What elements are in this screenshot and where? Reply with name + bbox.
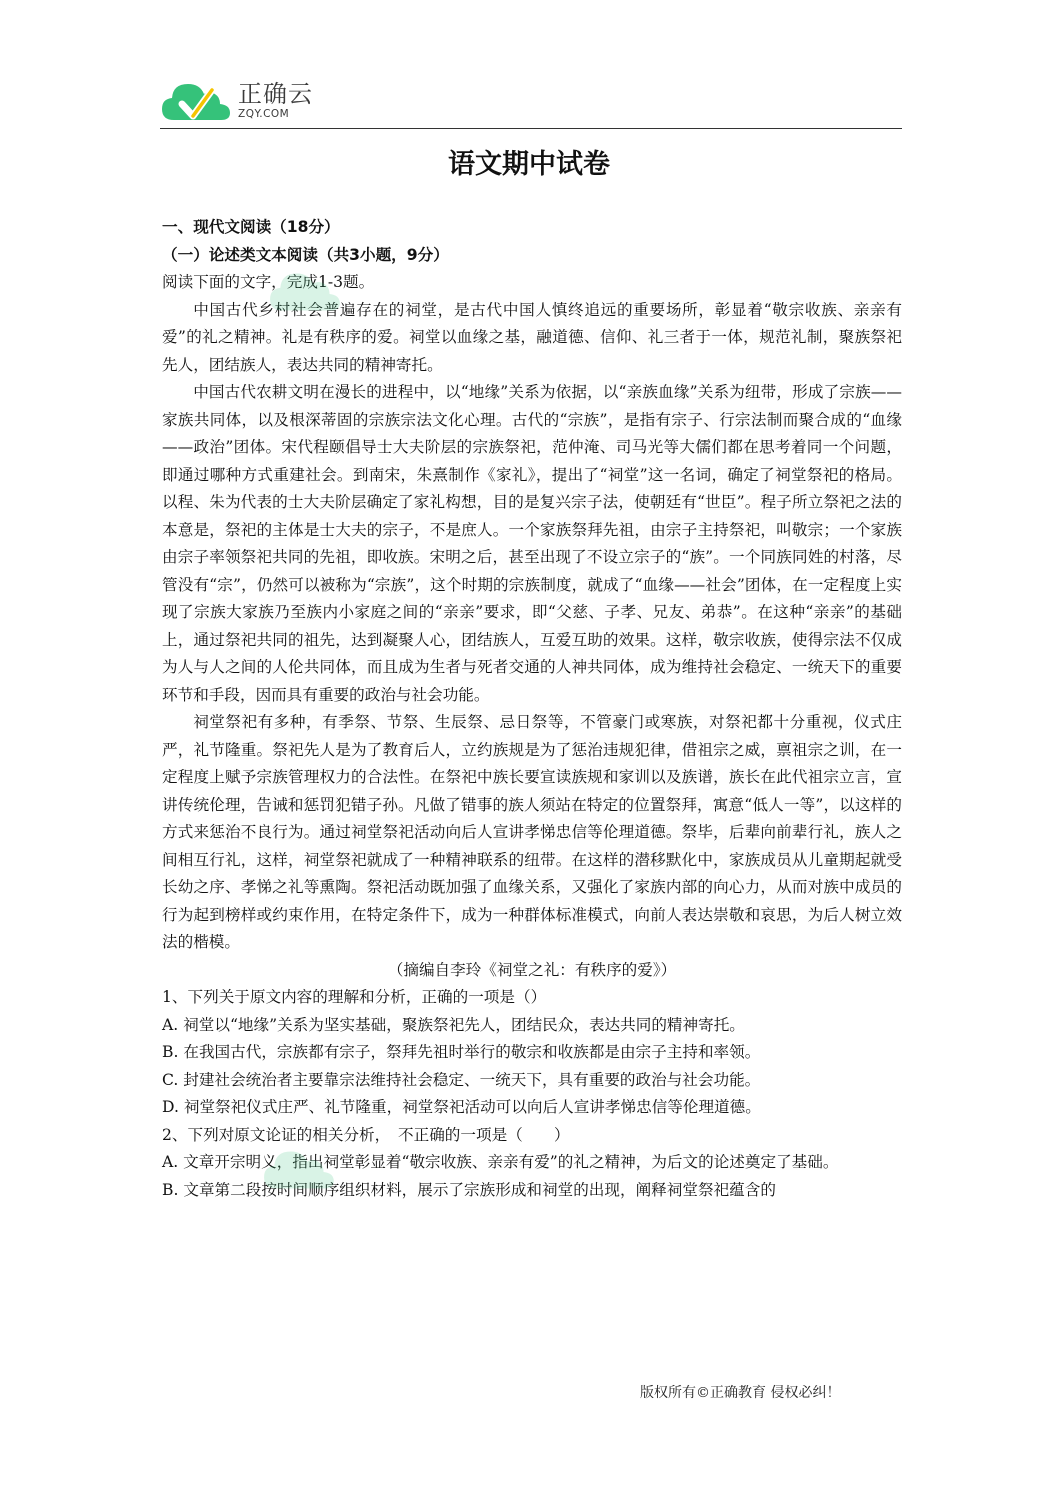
question-stem: 2、下列对原文论证的相关分析， 不正确的一项是（ ） xyxy=(162,1125,570,1144)
question-option: C. 封建社会统治者主要靠宗法维持社会稳定、一统天下，具有重要的政治与社会功能。 xyxy=(162,1070,761,1089)
question-stem: 1、下列关于原文内容的理解和分析，正确的一项是（） xyxy=(162,988,547,1006)
section-heading: 一、现代文阅读（18分） xyxy=(162,218,340,236)
page-header xyxy=(160,74,902,129)
passage-paragraph: 中国古代乡村社会普遍存在的祠堂，是古代中国人慎终追远的重要场所，彰显着“敬宗收族、亲亲有爱”的礼之精神。礼是有秩序的爱。祠堂以血缘之基，融道德、信仰、礼三者于一体，规范礼制，聚族祭祀先人，团结族人，表达共同的精神寄托。 xyxy=(162,300,902,374)
question-option: A. 祠堂以“地缘”关系为坚实基础，聚族祭祀先人，团结民众，表达共同的精神寄托。 xyxy=(162,1015,745,1034)
brand-text xyxy=(238,80,313,120)
question-option: B. 文章第二段按时间顺序组织材料，展示了宗族形成和祠堂的出现，阐释祠堂祭祀蕴含的 xyxy=(162,1180,776,1199)
brand-logo-icon xyxy=(160,76,238,128)
exam-content xyxy=(162,214,902,1204)
brand-name: 正确云 xyxy=(238,80,313,108)
question-option: B. 在我国古代，宗族都有宗子，祭拜先祖时举行的敬宗和收族都是由宗子主持和率领。 xyxy=(162,1043,761,1061)
page-title: 语文期中试卷 xyxy=(448,149,610,180)
copyright-footer: 版权所有©正确教育 侵权必纠！ xyxy=(640,1385,841,1401)
brand-domain: ZQY.COM xyxy=(238,108,290,120)
passage-paragraph: 中国古代农耕文明在漫长的进程中，以“地缘”关系为依据，以“亲族血缘”关系为纽带，形成了宗族——家族共同体，以及根深蒂固的宗族宗法文化心理。古代的“宗族”，是指有宗子、行宗法制而聚合成的“血缘——政治”团体。宋代程颐倡导士大夫阶层的宗族祭祀，范仲淹、司马光等大儒们都在思考着同一个问题，即通过哪种方式重建社会。到南宋，朱熹制作《家礼》，提出了“祠堂”这一名词，确定了祠堂祭祀的格局。以程、朱为代表的士大夫阶层确定了家礼构想，目的是复兴宗子法，使朝廷有“世臣”。程子所立祭祀之法的本意是，祭祀的主体是士大夫的宗子，不是庶人。一个家族祭拜先祖，由宗子主持祭祀，叫敬宗；一个家族由宗子率领祭祀共同的先祖，即收族。宋明之后，甚至出现了不设立宗子的“族”。一个同族同姓的村落，尽管没有“宗”，仍然可以被称为“宗族”，这个时期的宗族制度，就成了“血缘——社会”团体，在一定程度上实现了宗族大家族乃至族内小家庭之间的“亲亲”要求，即“父慈、子孝、兄友、弟恭”。在这种“亲亲”的基础上，通过祭祀共同的祖先，达到凝聚人心，团结族人，互爱互助的效果。这样，敬宗收族，使得宗法不仅成为人与人之间的人伦共同体，而且成为生者与死者交通的人神共同体，成为维持社会稳定、一统天下的重要环节和手段，因而具有重要的政治与社会功能。 xyxy=(162,383,902,704)
passage-paragraph: 祠堂祭祀有多种，有季祭、节祭、生辰祭、忌日祭等，不管豪门或寒族，对祭祀都十分重视，仪式庄严，礼节隆重。祭祀先人是为了教育后人，立约族规是为了惩治违规犯律，借祖宗之威，禀祖宗之训，在一定程度上赋予宗族管理权力的合法性。在祭祀中族长要宣读族规和家训以及族谱，族长在此代祖宗立言，宣讲传统伦理，告诫和惩罚犯错子孙。凡做了错事的族人须站在特定的位置祭拜，寓意“低人一等”，以这样的方式来惩治不良行为。通过祠堂祭祀活动向后人宣讲孝悌忠信等伦理道德。祭毕，后辈向前辈行礼，族人之间相互行礼，这样，祠堂祭祀就成了一种精神联系的纽带。在这样的潜移默化中，家族成员从儿童期起就受长幼之序、孝悌之礼等熏陶。祭祀活动既加强了血缘关系，又强化了家族内部的向心力，从而对族中成员的行为起到榜样或约束作用，在特定条件下，成为一种群体标准模式，向前人表达崇敬和哀思，为后人树立效法的楷模。 xyxy=(162,713,902,951)
subsection-heading: （一）论述类文本阅读（共3小题，9分） xyxy=(162,245,449,264)
question-option: A. 文章开宗明义，指出祠堂彰显着“敬宗收族、亲亲有爱”的礼之精神，为后文的论述奠定了基础。 xyxy=(162,1153,839,1171)
passage-source: （摘编自李玲《祠堂之礼：有秩序的爱》） xyxy=(387,960,677,979)
question-option: D. 祠堂祭祀仪式庄严、礼节隆重，祠堂祭祀活动可以向后人宣讲孝悌忠信等伦理道德。 xyxy=(162,1098,761,1116)
instruction-text: 阅读下面的文字，完成1-3题。 xyxy=(162,273,375,291)
